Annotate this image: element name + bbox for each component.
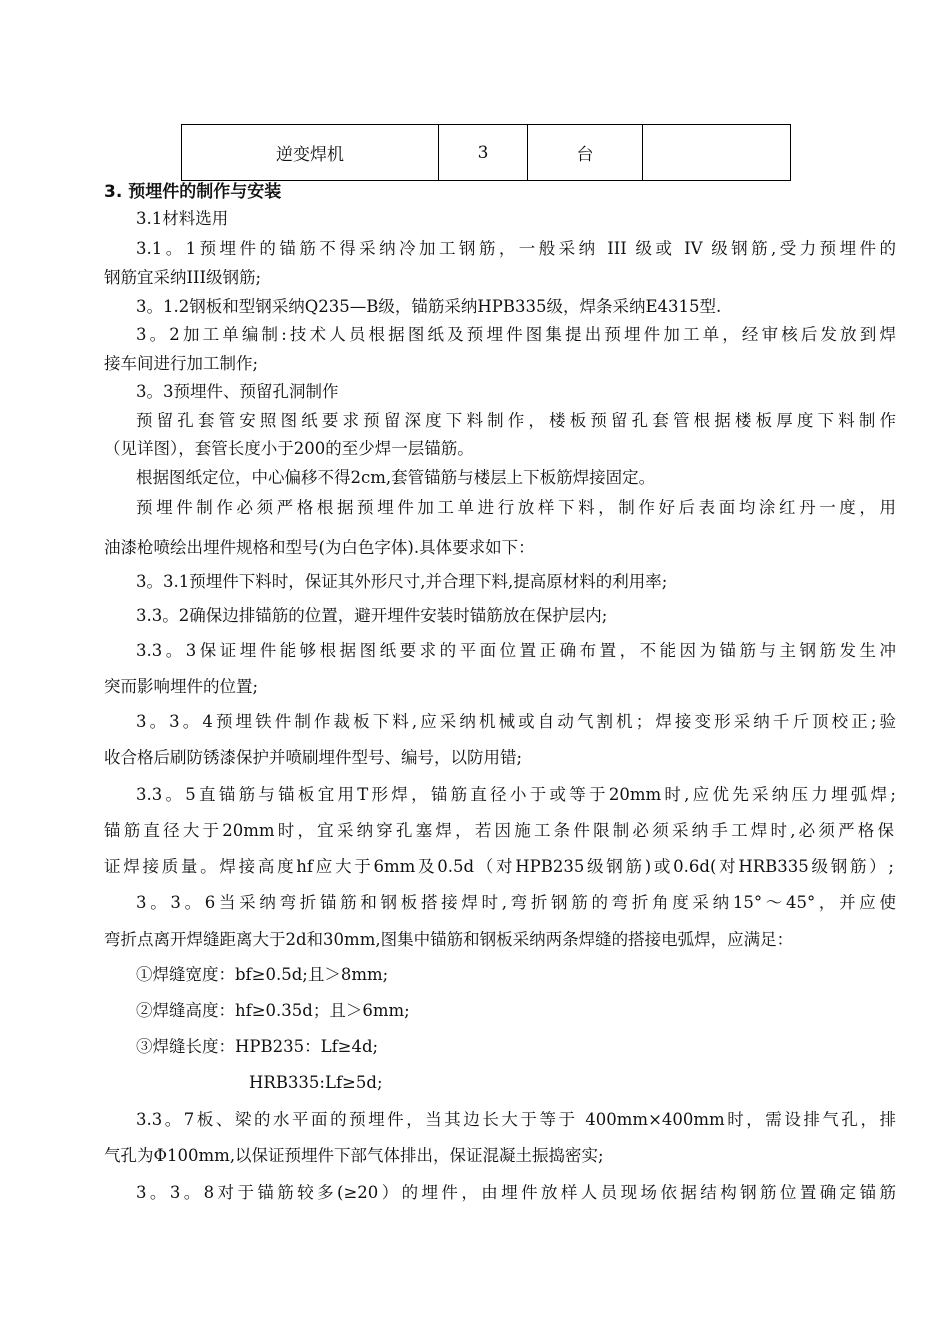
paragraph-line: 3.3。3保证埋件能够根据图纸要求的平面位置正确布置，不能因为锚筋与主钢筋发生冲	[136, 641, 896, 660]
table-cell-remark	[643, 125, 791, 181]
paragraph-line: 3。3。8对于锚筋较多(≥20）的埋件，由埋件放样人员现场依据结构钢筋位置确定锚筋	[136, 1183, 896, 1202]
paragraph-line: （见详图），套管长度小于200的至少焊一层锚筋。	[104, 439, 474, 458]
paragraph-line: 预埋件制作必须严格根据预埋件加工单进行放样下料，制作好后表面均涂红丹一度，用	[136, 498, 896, 517]
paragraph-line: 3.3。5直锚筋与锚板宜用T形焊，锚筋直径小于或等于20mm时,应优先采纳压力埋弧焊;	[136, 785, 896, 804]
paragraph-line: 3。2加工单编制:技术人员根据图纸及预埋件图集提出预埋件加工单，经审核后发放到焊	[136, 325, 896, 344]
table-row	[182, 125, 791, 181]
paragraph-line: 接车间进行加工制作;	[104, 354, 259, 373]
equipment-table	[181, 124, 791, 181]
paragraph-line: 3。3。4预埋铁件制作裁板下料,应采纳机械或自动气割机；焊接变形采纳千斤顶校正;验	[136, 712, 896, 731]
paragraph-line: HRB335:Lf≥5d;	[249, 1073, 383, 1092]
paragraph-line: 预留孔套管安照图纸要求预留深度下料制作，楼板预留孔套管根据楼板厚度下料制作	[136, 411, 896, 430]
paragraph-line: 收合格后刷防锈漆保护并喷刷埋件型号、编号，以防用错;	[104, 748, 523, 767]
paragraph-line: 气孔为Φ100mm,以保证预埋件下部气体排出，保证混凝土振捣密实;	[104, 1146, 604, 1165]
paragraph-line: 3.1。1预埋件的锚筋不得采纳冷加工钢筋，一般采纳 III 级或 IV 级钢筋,受力预埋件的	[136, 239, 896, 258]
paragraph-line: ①焊缝宽度：bf≥0.5d;且＞8mm;	[136, 965, 389, 984]
paragraph-line: 根据图纸定位，中心偏移不得2cm,套管锚筋与楼层上下板筋焊接固定。	[136, 468, 656, 487]
table-cell-unit: 台	[528, 125, 643, 181]
paragraph-line: 突而影响埋件的位置;	[104, 677, 259, 696]
paragraph-line: 证焊接质量。焊接高度hf应大于6mm及0.5d（对HPB235级钢筋)或0.6d(对HRB335级钢筋）;	[104, 857, 894, 876]
paragraph-line: 3。3.1预埋件下料时，保证其外形尺寸,并合理下料,提高原材料的利用率;	[136, 572, 668, 591]
paragraph-line: 弯折点离开焊缝距离大于2d和30mm,图集中锚筋和钢板采纳两条焊缝的搭接电弧焊，应满足：	[104, 930, 794, 949]
paragraph-line: 3。1.2钢板和型钢采纳Q235—B级，锚筋采纳HPB335级，焊条采纳E4315型.	[136, 297, 722, 316]
paragraph-line: 3。3。6当采纳弯折锚筋和钢板搭接焊时,弯折钢筋的弯折角度采纳15°～45°，并应使	[136, 893, 896, 912]
paragraph-line: 3。3预埋件、预留孔洞制作	[136, 382, 339, 401]
paragraph-line: ②焊缝高度：hf≥0.35d；且＞6mm;	[136, 1001, 410, 1020]
paragraph-line: 油漆枪喷绘出埋件规格和型号(为白色字体).具体要求如下：	[104, 538, 535, 557]
section-heading: 3. 预埋件的制作与安装	[104, 182, 282, 202]
paragraph-line: 3.1材料选用	[136, 209, 229, 228]
table-cell-name: 逆变焊机	[182, 125, 439, 181]
paragraph-line: 锚筋直径大于20mm时，宜采纳穿孔塞焊，若因施工条件限制必须采纳手工焊时,必须严格保	[104, 821, 894, 840]
paragraph-line: ③焊缝长度：HPB235：Lf≥4d;	[136, 1037, 379, 1056]
table-cell-quantity: 3	[439, 125, 528, 181]
paragraph-line: 3.3。7板、梁的水平面的预埋件，当其边长大于等于 400mm×400mm时，需设排气孔，排	[136, 1110, 896, 1129]
paragraph-line: 钢筋宜采纳III级钢筋;	[104, 268, 262, 287]
paragraph-line: 3.3。2确保边排锚筋的位置，避开埋件安装时锚筋放在保护层内;	[136, 606, 608, 625]
